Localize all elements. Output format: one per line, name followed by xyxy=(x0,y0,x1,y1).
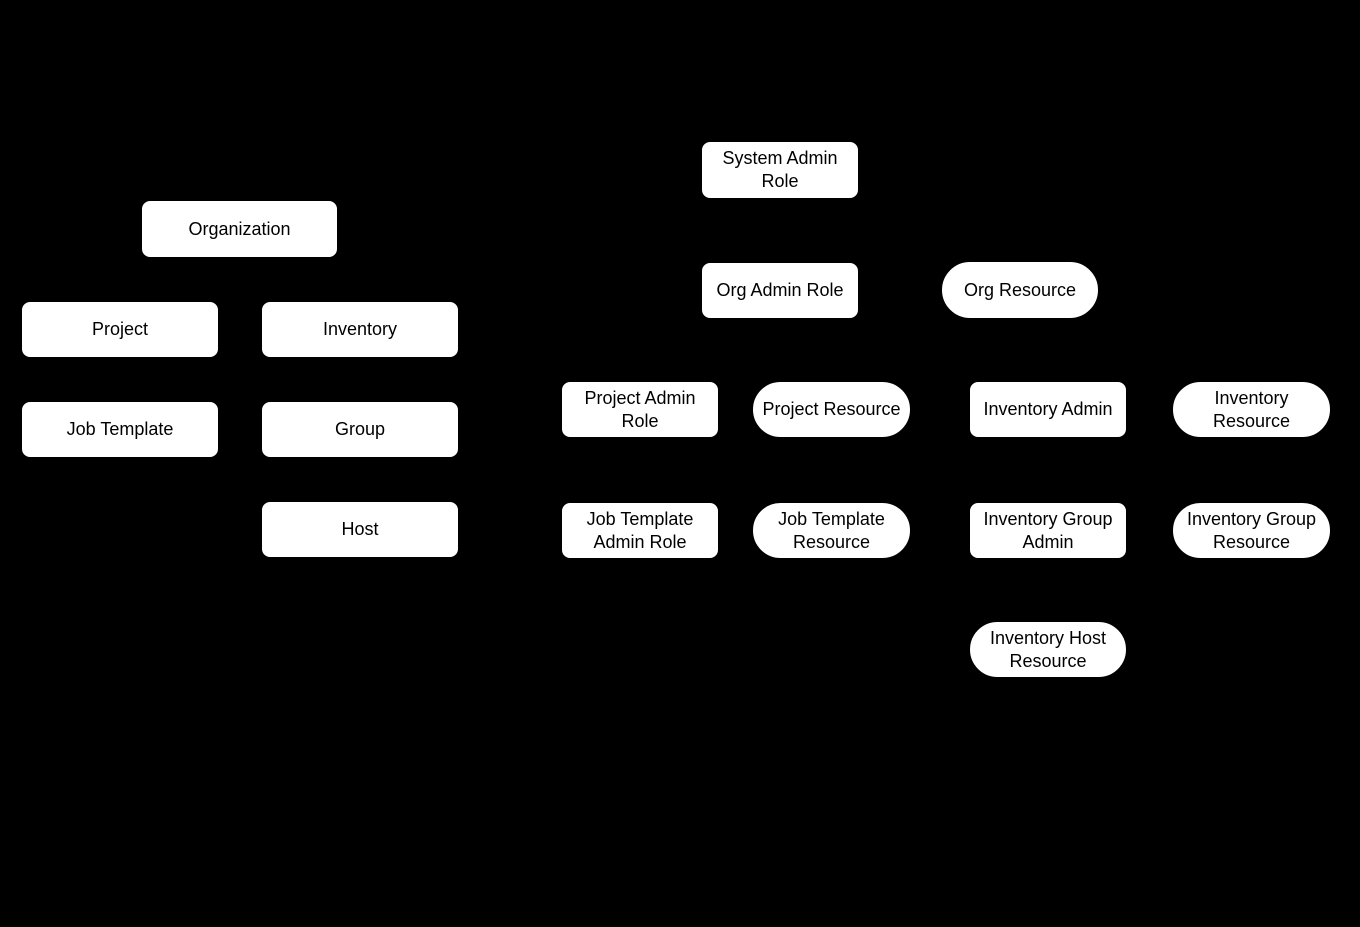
diagram-node-label-line: Job Template xyxy=(778,508,885,529)
diagram-node-label-line: Admin Role xyxy=(593,531,687,552)
diagram-node-label-line: Group xyxy=(334,419,386,439)
diagram-node-organization xyxy=(141,200,338,258)
diagram-node-project-resource xyxy=(752,381,911,438)
diagram-node-label-inventory-group-resource xyxy=(1173,508,1330,554)
diagram-node-inventory-group-resource xyxy=(1172,502,1331,559)
diagram-node-label-line: Resource xyxy=(1009,650,1087,671)
diagram-node-label-line: Host xyxy=(341,519,379,539)
diagram-node-label-project-resource xyxy=(753,398,910,421)
diagram-node-label-line: Inventory Group xyxy=(983,508,1113,529)
diagram-node-host xyxy=(261,501,459,558)
diagram-node-label-inventory-resource xyxy=(1173,387,1330,433)
diagram-node-label-line: Project xyxy=(91,319,149,339)
diagram-node-group xyxy=(261,401,459,458)
diagram-node-label-project-admin-role xyxy=(562,387,718,433)
diagram-node-label-line: Inventory xyxy=(1214,387,1289,408)
diagram-node-label-host xyxy=(262,518,458,541)
diagram-node-project-admin-role xyxy=(561,381,719,438)
diagram-node-label-line: Organization xyxy=(188,218,291,239)
diagram-node-label-system-admin-role xyxy=(702,147,858,193)
diagram-node-system-admin-role xyxy=(701,141,859,199)
diagram-node-org-admin-role xyxy=(701,262,859,319)
diagram-node-label-line: Org Resource xyxy=(963,279,1077,300)
diagram-node-label-line: Project Resource xyxy=(762,399,901,419)
diagram-node-label-line: Inventory Group xyxy=(1186,508,1317,529)
diagram-node-job-template-admin-role xyxy=(561,502,719,559)
diagram-node-label-line: Inventory Host xyxy=(989,627,1107,648)
diagram-node-inventory xyxy=(261,301,459,358)
diagram-node-job-template xyxy=(21,401,219,458)
diagram-node-label-organization xyxy=(142,218,337,241)
diagram-node-label-line: Resource xyxy=(792,531,871,552)
diagram-node-label-inventory-group-admin xyxy=(970,508,1126,554)
diagram-node-label-line: Org Admin Role xyxy=(716,280,844,300)
diagram-node-org-resource xyxy=(941,261,1099,319)
diagram-node-project xyxy=(21,301,219,358)
diagram-node-label-group xyxy=(262,418,458,441)
diagram-node-inventory-host-resource xyxy=(969,621,1127,678)
diagram-node-label-org-resource xyxy=(942,279,1098,302)
diagram-node-label-line: Role xyxy=(621,410,659,431)
diagram-node-label-inventory xyxy=(262,318,458,341)
diagram-node-label-line: Job Template xyxy=(66,419,174,439)
diagram-node-label-job-template-resource xyxy=(753,508,910,554)
diagram-node-label-line: Resource xyxy=(1212,410,1291,431)
diagram-node-label-line: Project Admin xyxy=(584,387,696,408)
diagram-node-label-line: Inventory Admin xyxy=(983,399,1113,419)
diagram-node-inventory-group-admin xyxy=(969,502,1127,559)
diagram-node-inventory-resource xyxy=(1172,381,1331,438)
diagram-node-label-job-template-admin-role xyxy=(562,508,718,554)
diagram-node-label-line: Job Template xyxy=(586,508,694,529)
diagram-node-label-inventory-host-resource xyxy=(970,627,1126,673)
diagram-node-label-line: Resource xyxy=(1212,531,1291,552)
diagram-node-label-inventory-admin xyxy=(970,398,1126,421)
diagram-node-label-line: System Admin xyxy=(722,148,838,168)
diagram-node-inventory-admin xyxy=(969,381,1127,438)
diagram-node-label-project xyxy=(22,318,218,341)
diagram-node-label-org-admin-role xyxy=(702,279,858,302)
diagram-node-label-line: Inventory xyxy=(322,319,398,339)
diagram-node-job-template-resource xyxy=(752,502,911,559)
diagram-node-label-line: Admin xyxy=(1022,531,1074,552)
diagram-node-label-line: Role xyxy=(761,171,799,191)
diagram-node-label-job-template xyxy=(22,418,218,441)
